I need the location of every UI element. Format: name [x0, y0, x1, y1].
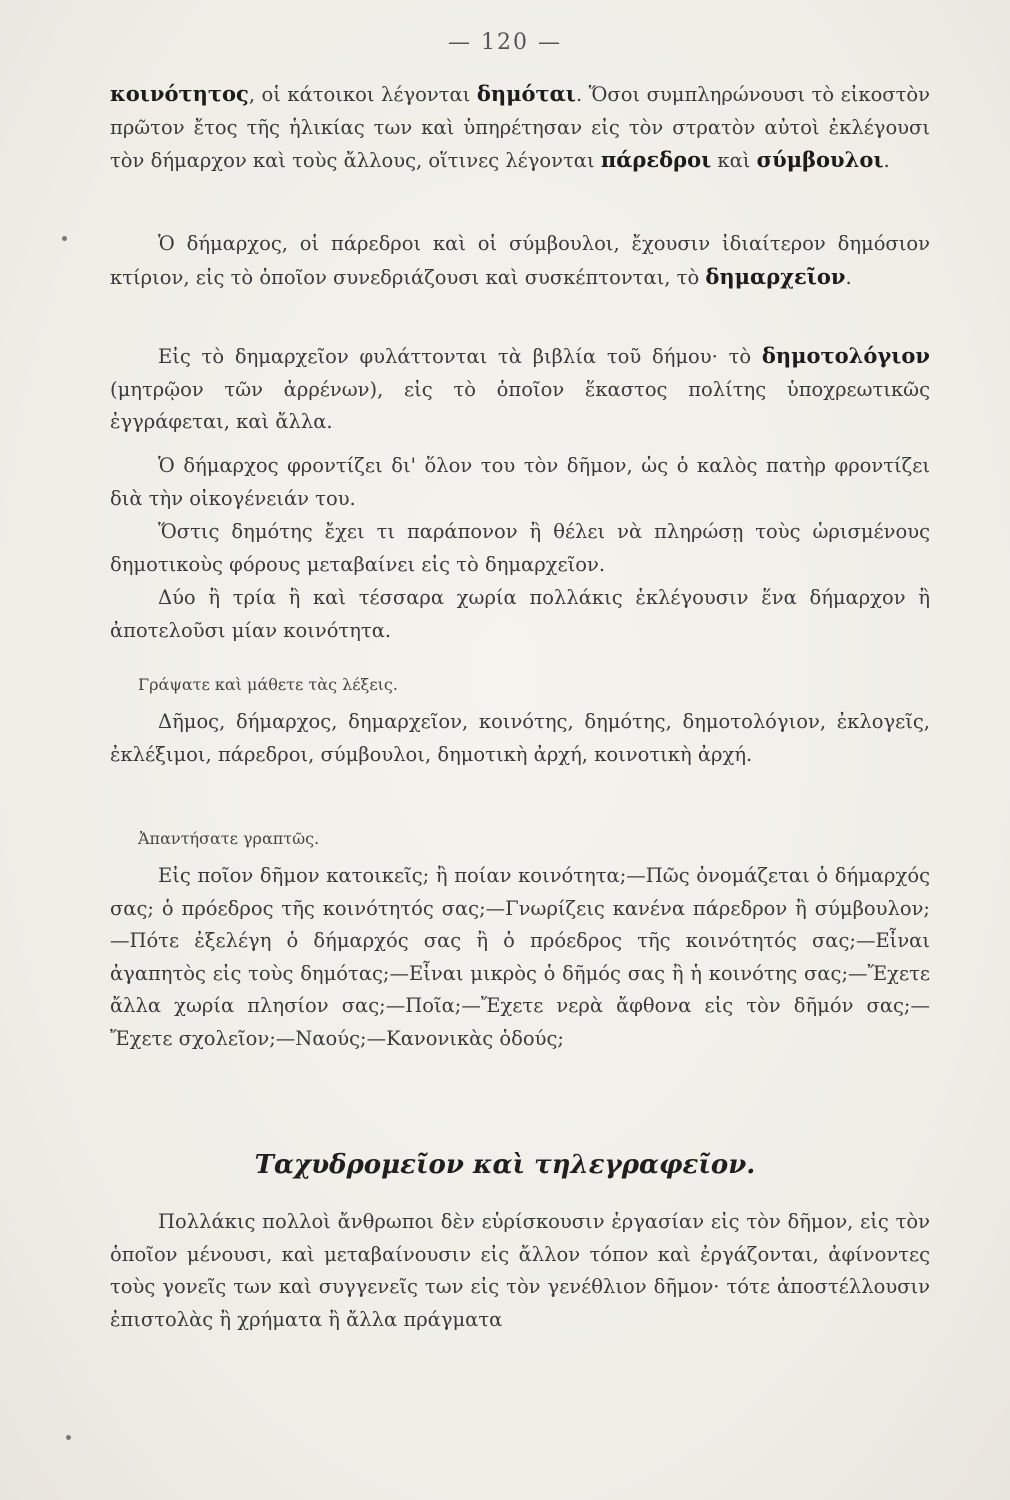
term-dimarcheion: δημαρχεῖον — [705, 263, 846, 289]
exercise-questions-list: Εἰς ποῖον δῆμον κατοικεῖς; ἢ ποίαν κοινότητα;—Πῶς ὀνομάζεται ὁ δήμαρχός σας; ὁ πρόεδρος τῆς κοινότητός σας;—Γνωρίζεις κανένα πάρεδρον ἢ σύμβουλον;—Πότε ἐξελέγη ὁ δήμαρχός σας ἢ ὁ πρόεδρος τῆς κοινότητός σας;—Εἶναι ἀγαπητὸς εἰς τοὺς δημότας;—Εἶναι μικρὸς ὁ δῆμός σας ἢ ἡ κοινότης σας;—Ἔχετε ἄλλα χωρία πλησίον σας;—Ποῖα;—Ἔχετε νερὰ ἄφθονα εἰς τὸν δῆμόν σας;—Ἔχετε σχολεῖον;—Ναούς;—Κανονικὰς ὁδούς; — [110, 864, 930, 1050]
term-dimotai: δημόται — [476, 81, 576, 106]
scan-speck — [66, 1435, 71, 1440]
paragraph-parapono: Ὅστις δημότης ἔχει τι παράπονον ἢ θέλει νὰ πληρώσῃ τοὺς ὡρισμένους δημοτικοὺς φόρους μεταβαίνει εἰς τὸ δημαρχεῖον. — [110, 520, 930, 576]
term-paredroi: πάρεδροι — [600, 147, 712, 172]
exercise-questions-label: Ἀπαντήσατε γραπτῶς. — [138, 829, 320, 848]
intro-paragraph: κοινότητος, οἱ κάτοικοι λέγονται δημόται. Ὅσοι συμπληρώνουσι τὸ εἰκοστὸν πρῶτον ἔτος τῆς ἡλικίας των καὶ ὑπηρέτησαν εἰς τὸν στρατὸν αὐτοὶ ἐκλέγουσι τὸν δήμαρχον καὶ τοὺς ἄλλους, οἵτινες λέγονται πάρεδροι καὶ σύμβουλοι. — [110, 81, 930, 172]
paragraph-dimarchos-frontizei: Ὁ δήμαρχος φροντίζει δι' ὅλον του τὸν δῆμον, ὡς ὁ καλὸς πατὴρ φροντίζει διὰ τὴν οἰκογένειάν του. — [110, 454, 930, 510]
paragraph-dimotologion: Εἰς τὸ δημαρχεῖον φυλάττονται τὰ βιβλία τοῦ δήμου· τὸ δημοτολόγιον (μητρῷον τῶν ἀρρένων), εἰς τὸ ὁποῖον ἕκαστος πολίτης ὑποχρεωτικῶς ἐγγράφεται, καὶ ἄλλα. — [110, 343, 930, 433]
page-number: — 120 — — [448, 30, 562, 55]
paragraph-tachydromeion: Πολλάκις πολλοὶ ἄνθρωποι δὲν εὑρίσκουσιν ἐργασίαν εἰς τὸν δῆμον, εἰς τὸν ὁποῖον μένουσι, καὶ μεταβαίνουσιν εἰς ἄλλον τόπον καὶ ἐργάζονται, ἀφίνοντες τοὺς γονεῖς των καὶ συγγενεῖς των εἰς τὸν γενέθλιον δῆμον· τότε ἀποστέλλουσιν ἐπιστολὰς ἢ χρήματα ἢ ἄλλα πράγματα — [110, 1210, 930, 1331]
scan-speck — [62, 236, 67, 241]
exercise-words-list: Δῆμος, δήμαρχος, δημαρχεῖον, κοινότης, δημότης, δημοτολόγιον, ἐκλογεῖς, ἐκλέξιμοι, πάρεδροι, σύμβουλοι, δημοτικὴ ἀρχή, κοινοτικὴ ἀρχή. — [110, 710, 930, 766]
exercise-words-label: Γράψατε καὶ μάθετε τὰς λέξεις. — [138, 675, 398, 694]
exercise-questions — [110, 826, 930, 1055]
exercise-words — [110, 672, 930, 771]
term-dimotologion: δημοτολόγιον — [761, 343, 930, 368]
term-symvouloi: σύμβουλοι — [756, 147, 884, 172]
term-koinotitos: κοινότητος — [110, 81, 249, 106]
section-heading: Ταχυδρομεῖον καὶ τηλεγραφεῖον. — [254, 1150, 756, 1180]
paragraph-dimarcheion: Ὁ δήμαρχος, οἱ πάρεδροι καὶ οἱ σύμβουλοι, ἔχουσιν ἰδιαίτερον δημόσιον κτίριον, εἰς τὸ ὁποῖον συνεδριάζουσι καὶ συσκέπτονται, τὸ δημαρχεῖον. — [110, 232, 930, 289]
paragraph-choria: Δύο ἢ τρία ἢ καὶ τέσσαρα χωρία πολλάκις ἐκλέγουσιν ἕνα δήμαρχον ἢ ἀποτελοῦσι μίαν κοινότητα. — [110, 586, 930, 642]
